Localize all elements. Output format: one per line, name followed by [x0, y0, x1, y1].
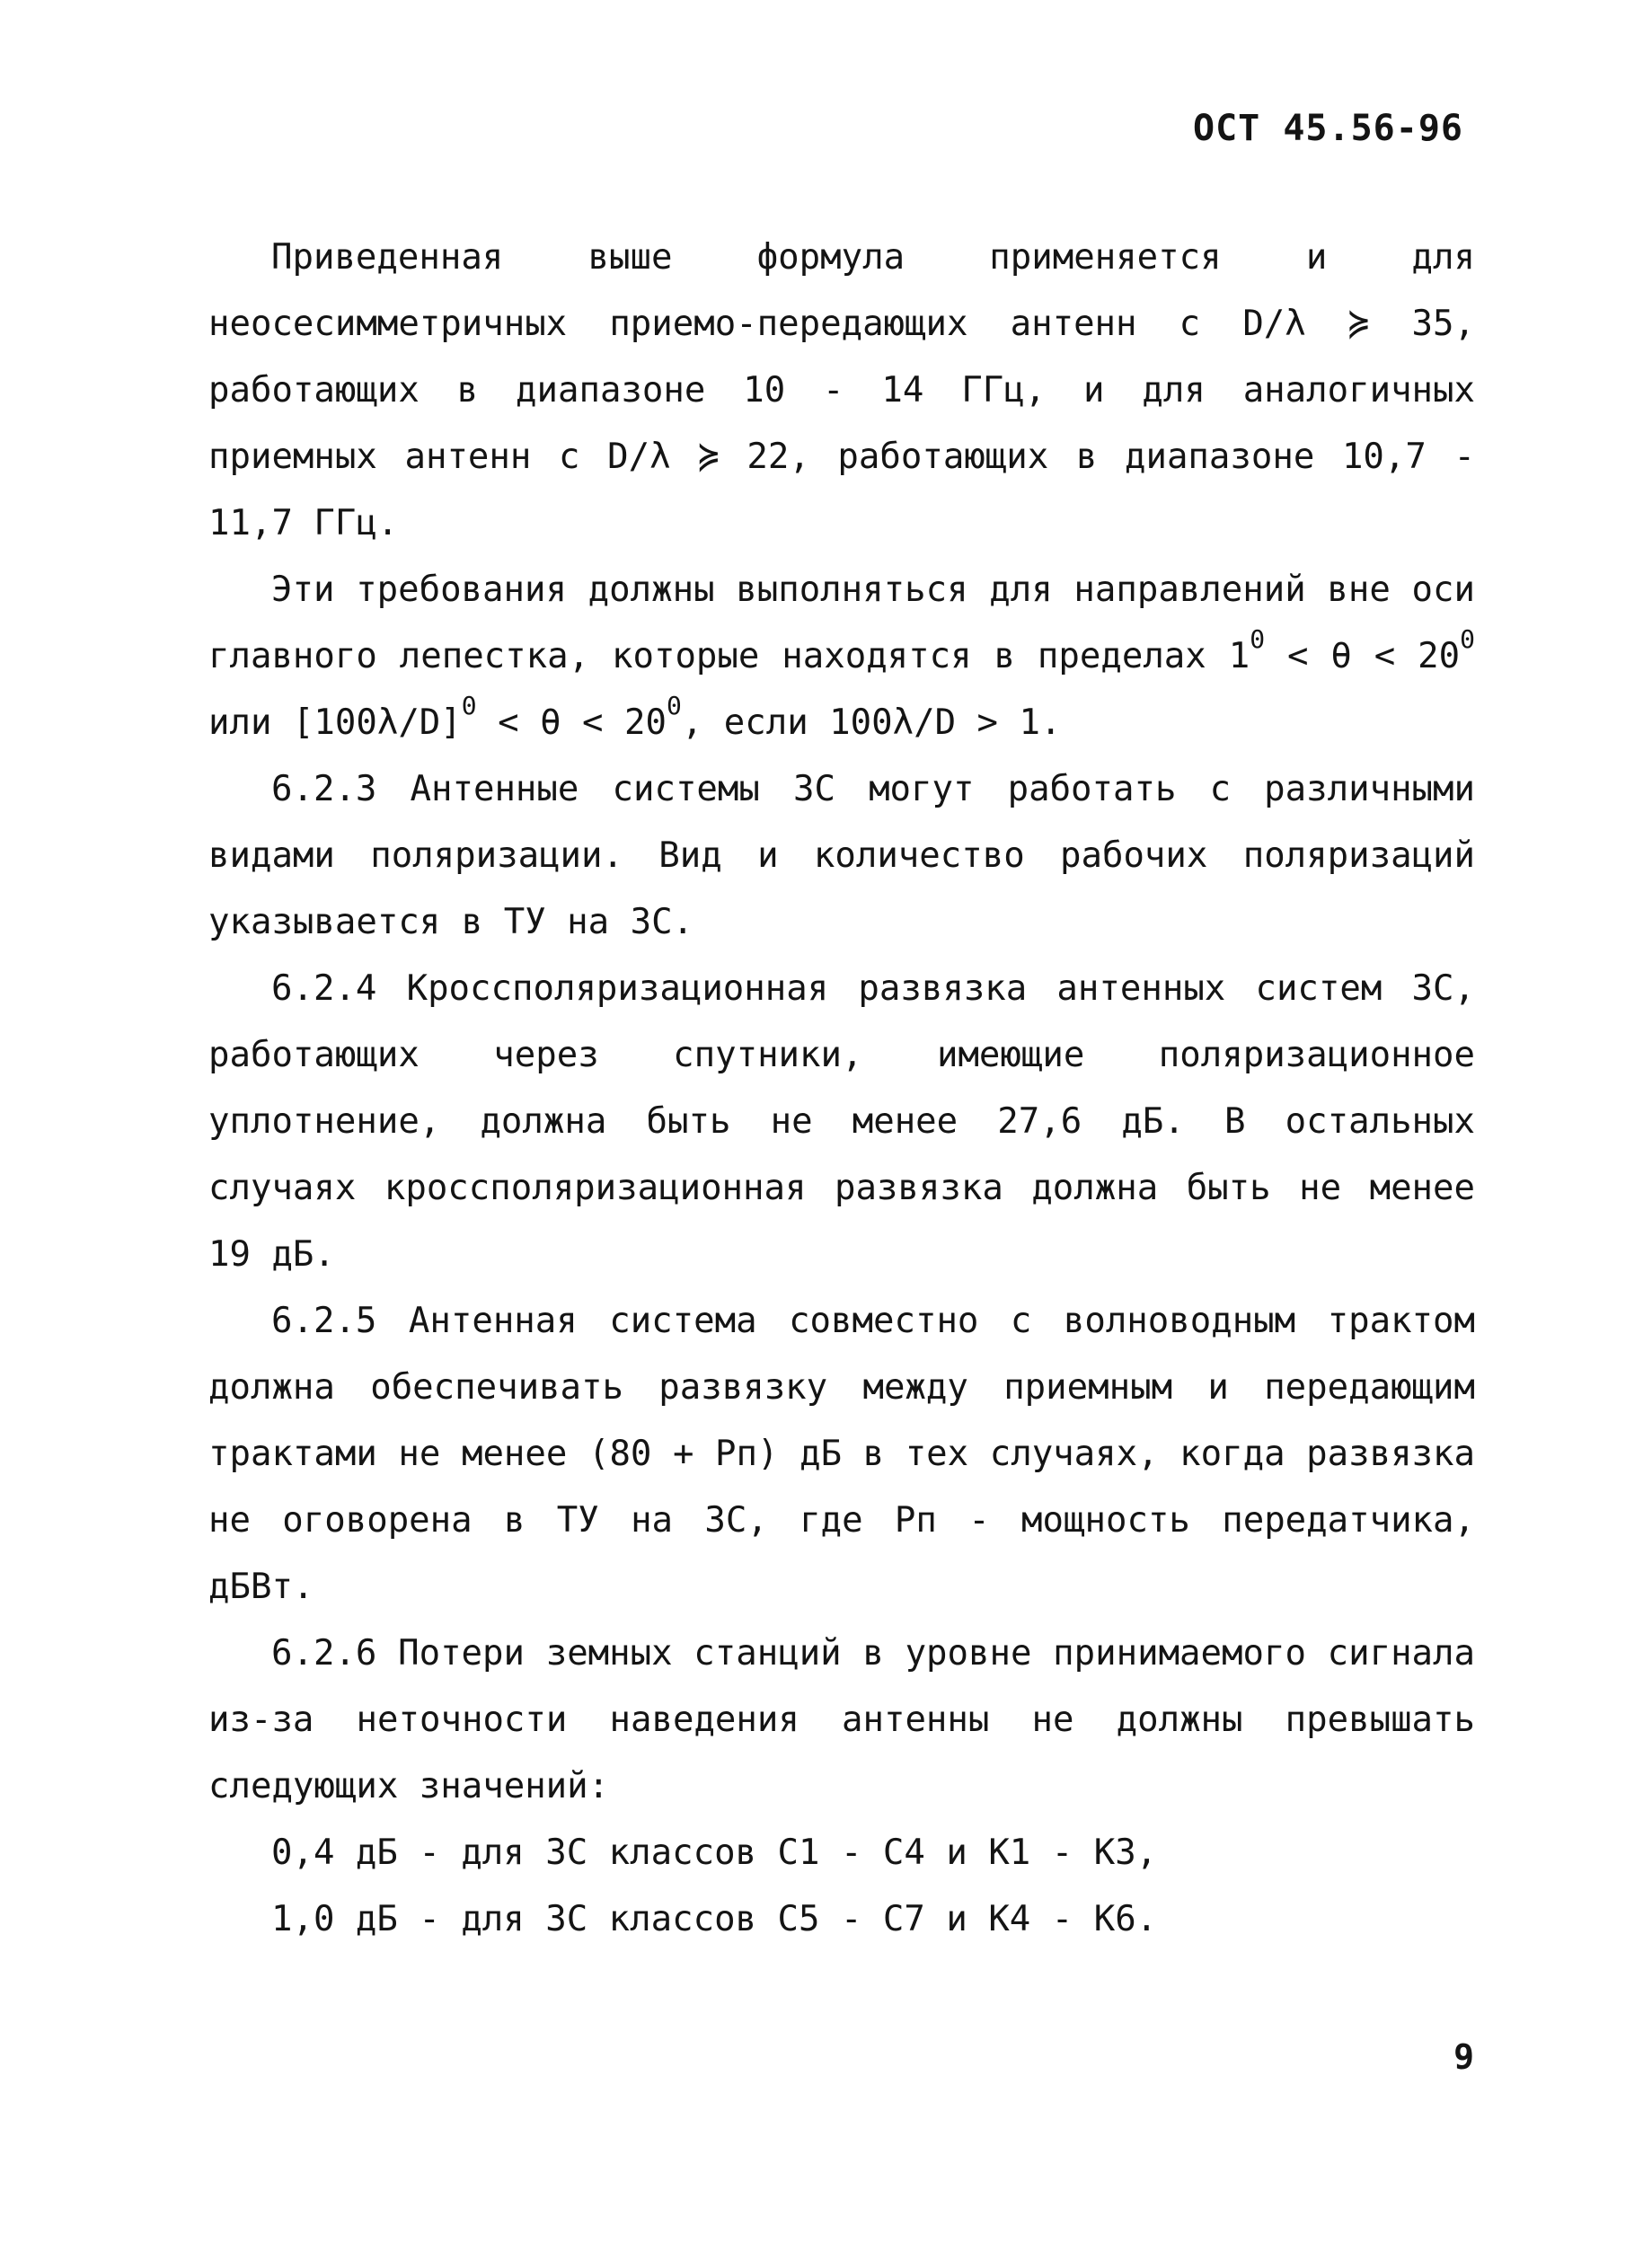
paragraph-text-part: Эти требования должны выполняться для направлений вне оси главного лепестка, которые находятся в пределах 1	[208, 570, 1475, 676]
degree-superscript: 0	[666, 691, 682, 720]
paragraph-6-2-5: 6.2.5 Антенная система совместно с волноводным трактом должна обеспечивать развязку между приемным и передающим трактами не менее (80 + Рп) дБ в тех случаях, когда развязка не оговорена в ТУ на ЗС, где Рп - мощность передатчика, дБВт.	[208, 1301, 1475, 1607]
list-item: 0,4 дБ - для ЗС классов С1 - С4 и К1 - К3,	[271, 1833, 1158, 1873]
list-item: 1,0 дБ - для ЗС классов С5 - С7 и К4 - К6.	[271, 1899, 1158, 1939]
paragraph-requirements-directions	[208, 557, 1475, 756]
body-text	[208, 225, 1475, 1953]
paragraph-text-part: < θ < 20	[1265, 636, 1461, 676]
document-code: ОСТ 45.56-96	[1193, 108, 1463, 149]
paragraph-text-part: или [100λ/D]	[208, 702, 462, 743]
paragraph-formula-application: Приведенная выше формула применяется и для неосесимметричных приемо-передающих антенн с D/λ ≽ 35, работающих в диапазоне 10 - 14 ГГц, и для аналогичных приемных антенн с D/λ ≽ 22, работающих в диапазоне 10,7 - 11,7 ГГц.	[208, 237, 1475, 543]
paragraph-6-2-6: 6.2.6 Потери земных станций в уровне принимаемого сигнала из-за неточности наведения антенны не должны превышать следующих значений:	[208, 1633, 1475, 1806]
degree-superscript: 0	[461, 691, 477, 720]
degree-superscript: 0	[1460, 624, 1475, 654]
page-number: 9	[1453, 2037, 1474, 2077]
paragraph-6-2-3: 6.2.3 Антенные системы ЗС могут работать с различными видами поляризации. Вид и количество рабочих поляризаций указывается в ТУ на ЗС.	[208, 769, 1475, 942]
paragraph-6-2-4: 6.2.4 Кроссполяризационная развязка антенных систем ЗС, работающих через спутники, имеющие поляризационное уплотнение, должна быть не менее 27,6 дБ. В остальных случаях кроссполяризационная развязка должна быть не менее 19 дБ.	[208, 968, 1475, 1275]
degree-superscript: 0	[1250, 624, 1266, 654]
paragraph-text-part: < θ < 20	[476, 702, 667, 743]
paragraph-text-part: , если 100λ/D > 1.	[681, 702, 1062, 743]
